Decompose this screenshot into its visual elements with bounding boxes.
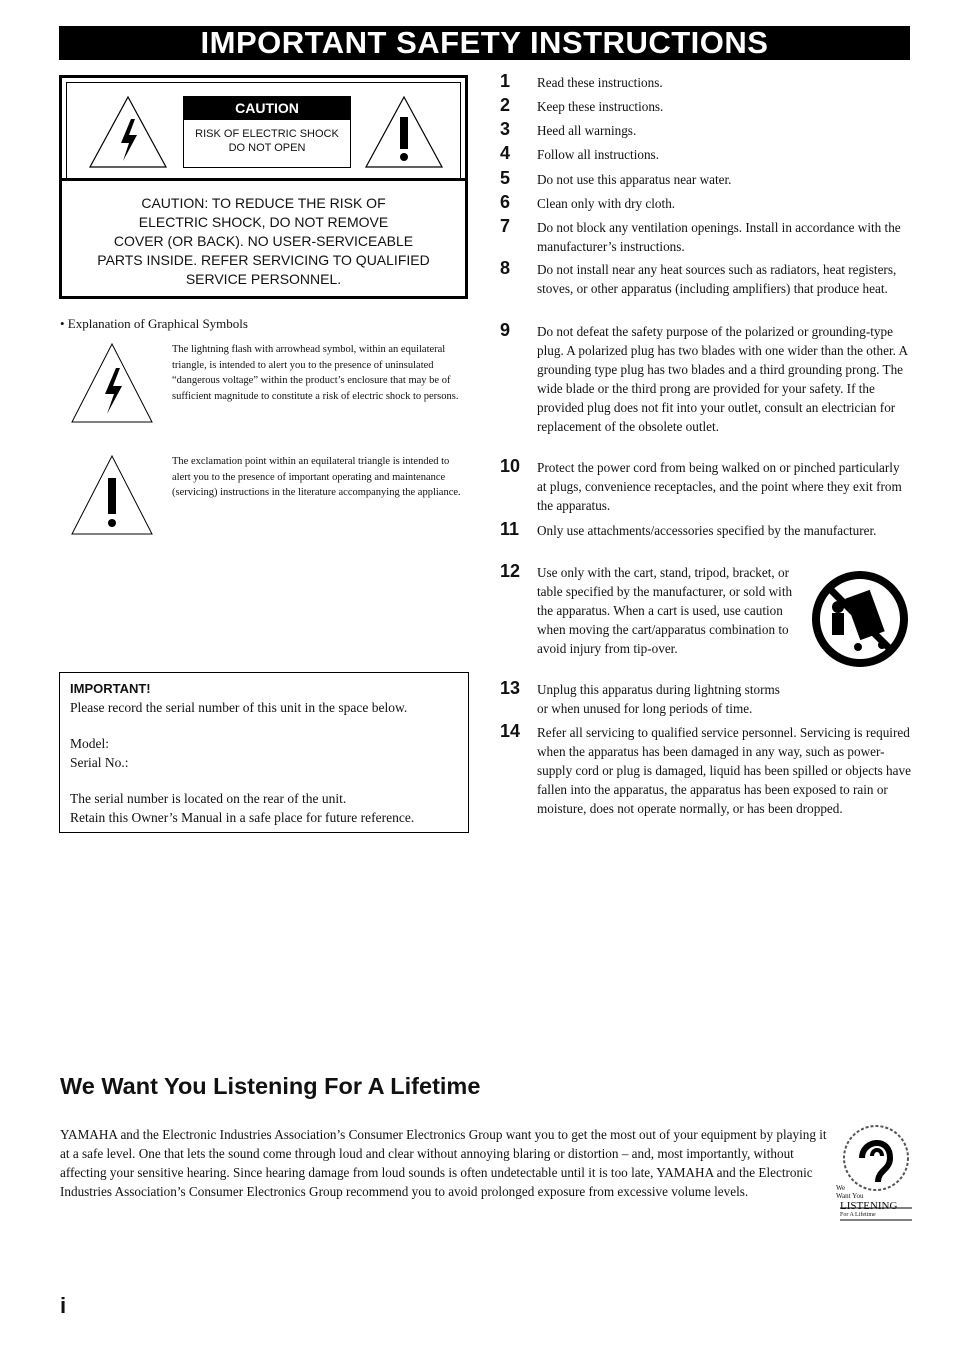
caution-line: SERVICE PERSONNEL. [185, 271, 342, 287]
item-text: Do not block any ventilation openings. Install in accordance with the manufacturer’s instructions. [537, 220, 901, 254]
important-heading: IMPORTANT! [70, 681, 151, 696]
lightning-warning-icon [70, 342, 154, 424]
item-text: Refer all servicing to qualified service personnel. Servicing is required when the apparatus has been damaged in any way, such as power-supply cord or plug is damaged, liquid has been spilled or objects have fallen into the apparatus, the apparatus has been exposed to rain or moisture, does not operate normally, or has been dropped. [537, 725, 911, 816]
risk-line: DO NOT OPEN [228, 142, 306, 154]
item-number: 7 [500, 216, 511, 236]
item-text: Use only with the cart, stand, tripod, bracket, or table specified by the manufacturer, or sold with the apparatus. When a cart is used, use caution when moving the cart/apparatus combination to avoid injury from tip-over. [537, 565, 793, 656]
item-text: Heed all warnings. [537, 123, 637, 138]
item-number: 13 [500, 678, 521, 698]
caution-line: COVER (OR BACK). NO USER-SERVICEABLE [113, 233, 414, 249]
retain-note: Retain this Owner’s Manual in a safe place for future reference. [70, 810, 415, 825]
page-title: IMPORTANT SAFETY INSTRUCTIONS [59, 26, 910, 60]
logo-for-a-lifetime: For A Lifetime [840, 1212, 876, 1218]
symbols-title: • Explanation of Graphical Symbols [60, 316, 248, 331]
caution-label-box [183, 96, 351, 168]
item-number: 3 [500, 119, 511, 139]
item-text: Unplug this apparatus during lightning storms or when unused for long periods of time. [537, 682, 780, 716]
serial-location: The serial number is located on the rear of the unit. [70, 791, 347, 806]
logo-listening: LISTENING [840, 1200, 898, 1212]
lifetime-text: YAMAHA and the Electronic Industries Association’s Consumer Electronics Group want you to get the most out of your equipment by playing it at a safe level. One that lets the sound come through loud and clear without annoying blaring or distortion – and, most importantly, without affecting your sensitive hearing. Since hearing damage from loud sounds is often undetectable until it is too late, YAMAHA and the Electronic Industries Association’s Consumer Electronics Group recommend you to avoid prolonged exposure from excessive volume levels. [60, 1127, 827, 1199]
item-number: 5 [500, 168, 511, 188]
risk-text [184, 127, 350, 155]
symbol-description: The lightning flash with arrowhead symbol, within an equilateral triangle, is intended to alert you to the presence of uninsulated “dangerous voltage” within the product’s enclosure that may be of sufficient magnitude to constitute a risk of electric shock to persons. [172, 344, 459, 402]
caution-text [72, 194, 455, 289]
caution-divider [62, 178, 465, 181]
item-text: Keep these instructions. [537, 99, 664, 114]
item-number: 8 [500, 258, 511, 278]
item-text: Clean only with dry cloth. [537, 196, 676, 211]
caution-line: PARTS INSIDE. REFER SERVICING TO QUALIFIED [97, 252, 430, 268]
cart-warning-icon [808, 571, 912, 667]
important-intro: Please record the serial number of this unit in the space below. [70, 700, 408, 715]
item-text: Only use attachments/accessories specified by the manufacturer. [537, 523, 877, 538]
item-text: Do not defeat the safety purpose of the polarized or grounding-type plug. A polarized plug has two blades with one wider than the other. A grounding type plug has two blades and a third grounding prong. The wide blade or the third prong are provided for your safety. If the provided plug does not fit into your outlet, consult an electrician for replacement of the obsolete outlet. [537, 324, 908, 434]
symbol-description: The exclamation point within an equilateral triangle is intended to alert you to the presence of important operating and maintenance (servicing) instructions in the literature accompanying the appliance. [172, 456, 461, 498]
exclamation-warning-icon [70, 454, 154, 536]
item-number: 14 [500, 721, 521, 741]
item-number: 2 [500, 95, 511, 115]
item-text: Follow all instructions. [537, 147, 659, 162]
important-box [59, 672, 469, 833]
item-text: Do not install near any heat sources such as radiators, heat registers, stoves, or other apparatus (including amplifiers) that produce heat. [537, 262, 897, 296]
item-text: Protect the power cord from being walked on or pinched particularly at plugs, convenience receptacles, and the point where they exit from the apparatus. [537, 460, 902, 513]
lightning-warning-icon [87, 93, 169, 171]
caution-line: ELECTRIC SHOCK, DO NOT REMOVE [138, 214, 389, 230]
caution-line: CAUTION: TO REDUCE THE RISK OF [141, 195, 386, 211]
risk-line: RISK OF ELECTRIC SHOCK [195, 128, 339, 140]
item-number: 10 [500, 456, 521, 476]
item-number: 6 [500, 192, 511, 212]
model-label: Model: [70, 736, 109, 751]
item-number: 12 [500, 561, 521, 581]
item-number: 1 [500, 71, 511, 91]
serial-label: Serial No.: [70, 755, 129, 770]
listening-logo [832, 1122, 912, 1222]
caution-label: CAUTION [184, 97, 350, 120]
item-text: Do not use this apparatus near water. [537, 172, 732, 187]
exclamation-warning-icon [363, 93, 445, 171]
logo-want-you: Want You [836, 1192, 864, 1200]
item-number: 4 [500, 143, 511, 163]
item-number: 11 [500, 519, 520, 539]
item-number: 9 [500, 320, 511, 340]
caution-symbol-panel [66, 82, 461, 179]
lifetime-title: We Want You Listening For A Lifetime [60, 1073, 481, 1099]
item-text: Read these instructions. [537, 75, 663, 90]
page-number: i [60, 1293, 67, 1318]
caution-box [59, 75, 468, 299]
logo-we: We [836, 1184, 846, 1192]
